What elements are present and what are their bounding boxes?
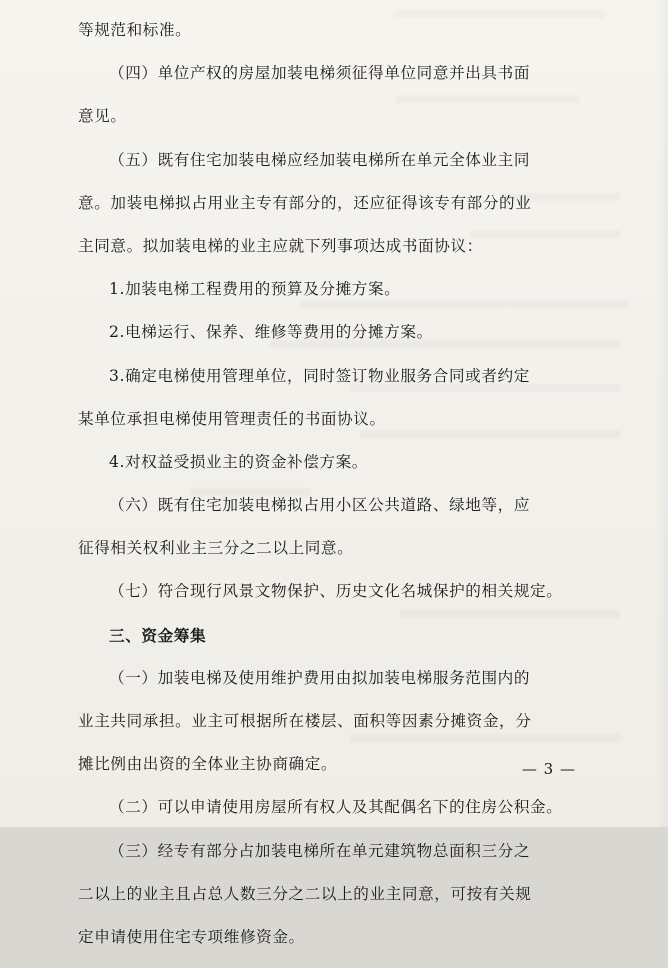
body-line-3: 意见。 (78, 107, 127, 126)
body-line-22: 定申请使用住宅专项维修资金。 (78, 927, 305, 946)
body-line-6: 主同意。拟加装电梯的业主应就下列事项达成书面协议： (78, 236, 483, 255)
body-line-1: 等规范和标准。 (78, 21, 192, 39)
document-body (78, 18, 590, 968)
body-line-20: （三）经专有部分占加装电梯所在单元建筑物总面积三分之 (109, 841, 531, 860)
body-line-17: 业主共同承担。业主可根据所在楼层、面积等因素分摊资金，分 (78, 712, 532, 730)
body-line-16: （一）加装电梯及使用维护费用由拟加装电梯服务范围内的 (109, 668, 531, 687)
body-line-13: 征得相关权利业主三分之二以上同意。 (78, 539, 354, 558)
page-edge-shadow (656, 0, 668, 827)
body-line-18: 摊比例由出资的全体业主协商确定。 (78, 755, 338, 774)
body-line-9: 3.确定电梯使用管理单位，同时签订物业服务合同或者约定 (109, 366, 530, 385)
body-line-4: （五）既有住宅加装电梯应经加装电梯所在单元全体业主同 (109, 150, 531, 169)
body-line-19: （二）可以申请使用房屋所有权人及其配偶名下的住房公积金。 (109, 798, 563, 817)
body-line-21: 二以上的业主且占总人数三分之二以上的业主同意，可按有关规 (78, 884, 532, 903)
page-number: — 3 — (521, 760, 576, 778)
body-line-8: 2.电梯运行、保养、维修等费用的分摊方案。 (109, 323, 433, 342)
body-line-11: 4.对权益受损业主的资金补偿方案。 (109, 452, 368, 471)
body-line-7: 1.加装电梯工程费用的预算及分摊方案。 (109, 280, 401, 299)
body-line-12: （六）既有住宅加装电梯拟占用小区公共道路、绿地等，应 (109, 496, 531, 515)
body-line-14: （七）符合现行风景文物保护、历史文化名城保护的相关规定。 (109, 582, 563, 601)
body-line-2: （四）单位产权的房屋加装电梯须征得单位同意并出具书面 (109, 64, 531, 83)
body-line-10: 某单位承担电梯使用管理责任的书面协议。 (78, 409, 386, 428)
section-heading-funding: 三、资金筹集 (109, 625, 207, 645)
body-line-5: 意。加装电梯拟占用业主专有部分的，还应征得该专有部分的业 (78, 193, 532, 212)
